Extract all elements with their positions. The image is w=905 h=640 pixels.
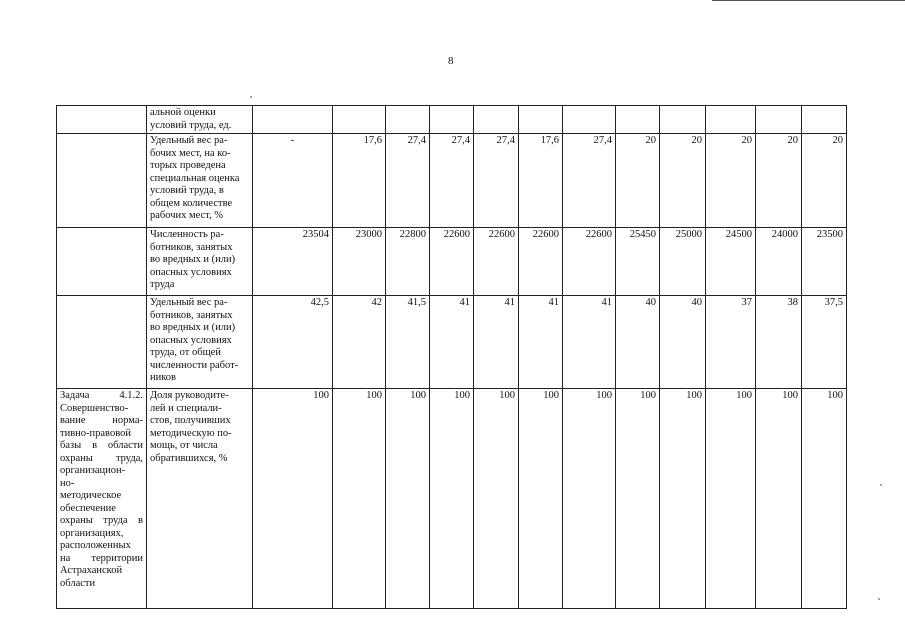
task-line: области [60, 577, 96, 589]
value-cell: 25450 [616, 228, 660, 296]
indicator-line: условий труда, ед. [150, 119, 232, 131]
value-cell: 41,5 [386, 296, 430, 389]
indicator-line: Численность ра- [150, 229, 224, 240]
value-cell: 20 [802, 134, 847, 228]
value-cell: 27,4 [430, 134, 474, 228]
task-line: но- [60, 477, 75, 489]
task-line: Задача 4.1.2. [60, 390, 143, 401]
indicator-line: ботников, занятых [150, 241, 233, 253]
value-cell: 24500 [706, 228, 756, 296]
value-cell: 25000 [660, 228, 706, 296]
indicator-line: труда, от общей [150, 347, 221, 358]
value-cell: 38 [756, 296, 802, 389]
value-cell: 42 [333, 296, 386, 389]
value-cell [756, 106, 802, 134]
value-cell: 42,5 [253, 296, 333, 389]
value-cell [253, 106, 333, 134]
value-cell: 100 [386, 389, 430, 609]
value-cell: 41 [519, 296, 563, 389]
indicator-line: Удельный вес ра- [150, 135, 228, 146]
task-line: охраны труда, [60, 452, 143, 464]
scan-speck [878, 598, 880, 600]
value-cell: 20 [616, 134, 660, 228]
scan-speck [250, 96, 252, 98]
indicator-cell [147, 228, 253, 296]
table-row [57, 106, 847, 134]
indicator-line: специальная оценка [150, 172, 240, 184]
value-cell: 41 [474, 296, 519, 389]
value-cell: 100 [333, 389, 386, 609]
indicator-line: лей и специали- [150, 402, 222, 414]
value-cell: 100 [253, 389, 333, 609]
value-cell: 23504 [253, 228, 333, 296]
value-cell: 37,5 [802, 296, 847, 389]
task-line: на территории [60, 552, 143, 564]
indicators-table [56, 105, 847, 609]
value-cell [430, 106, 474, 134]
value-cell [706, 106, 756, 134]
value-cell: 20 [756, 134, 802, 228]
task-cell [57, 296, 147, 389]
task-line: тивно-правовой [60, 427, 131, 439]
task-cell [57, 106, 147, 134]
value-cell: - [253, 134, 333, 228]
value-cell [474, 106, 519, 134]
indicator-cell [147, 106, 253, 134]
value-cell: 100 [706, 389, 756, 609]
value-cell: 100 [563, 389, 616, 609]
table-row [57, 389, 847, 609]
indicator-line: Удельный вес ра- [150, 297, 228, 308]
value-cell: 22600 [430, 228, 474, 296]
value-cell: 41 [563, 296, 616, 389]
task-cell [57, 134, 147, 228]
indicator-line: ботников, занятых [150, 309, 233, 321]
value-cell [519, 106, 563, 134]
task-line: Астраханской [60, 565, 123, 576]
value-cell: 41 [430, 296, 474, 389]
task-line: вание норма- [60, 415, 143, 426]
value-cell [563, 106, 616, 134]
value-cell: 17,6 [333, 134, 386, 228]
table-row [57, 228, 847, 296]
scan-speck [880, 484, 882, 486]
value-cell: 100 [756, 389, 802, 609]
value-cell: 22600 [519, 228, 563, 296]
indicator-line: Доля руководите- [150, 390, 229, 401]
task-line: организацион- [60, 465, 126, 476]
task-line: базы в области [60, 440, 143, 451]
value-cell [660, 106, 706, 134]
value-cell [386, 106, 430, 134]
indicator-line: стов, получивших [150, 415, 231, 426]
indicator-cell [147, 296, 253, 389]
table-row [57, 134, 847, 228]
value-cell: 20 [660, 134, 706, 228]
value-cell: 100 [802, 389, 847, 609]
task-line: охраны труда в [60, 515, 143, 526]
value-cell: 22600 [563, 228, 616, 296]
table-row [57, 296, 847, 389]
value-cell: 22600 [474, 228, 519, 296]
value-cell: 23500 [802, 228, 847, 296]
value-cell: 40 [660, 296, 706, 389]
value-cell: 40 [616, 296, 660, 389]
indicator-line: альной оценки [150, 107, 216, 118]
value-cell: 27,4 [386, 134, 430, 228]
indicator-line: условий труда, в [150, 185, 224, 196]
indicator-line: методическую по- [150, 427, 232, 439]
value-cell [802, 106, 847, 134]
value-cell: 20 [706, 134, 756, 228]
indicator-line: рабочих мест, % [150, 210, 224, 221]
value-cell: 22800 [386, 228, 430, 296]
value-cell: 27,4 [563, 134, 616, 228]
task-cell [57, 228, 147, 296]
task-cell [57, 389, 147, 609]
task-line: обеспечение [60, 502, 116, 514]
indicator-line: труда [150, 279, 175, 290]
indicator-line: общем количестве [150, 197, 233, 209]
value-cell: 100 [430, 389, 474, 609]
value-cell: 100 [660, 389, 706, 609]
indicator-line: во вредных и (или) [150, 322, 236, 333]
indicator-line: во вредных и (или) [150, 254, 236, 265]
value-cell: 100 [616, 389, 660, 609]
indicator-line: торых проведена [150, 160, 226, 171]
value-cell: 100 [519, 389, 563, 609]
task-line: методическое [60, 490, 122, 501]
indicator-line: опасных условиях [150, 334, 232, 346]
indicator-line: опасных условиях [150, 266, 232, 278]
top-rule [712, 0, 905, 1]
indicator-cell [147, 389, 253, 609]
value-cell: 100 [474, 389, 519, 609]
task-line: организациях, [60, 527, 124, 539]
value-cell [616, 106, 660, 134]
task-line: Совершенство- [60, 402, 129, 414]
indicator-line: бочих мест, на ко- [150, 147, 231, 159]
indicator-line: ников [150, 372, 177, 383]
page-number: 8 [448, 55, 454, 67]
indicator-line: мощь, от числа [150, 440, 218, 451]
indicator-line: обратившихся, % [150, 452, 228, 464]
value-cell: 17,6 [519, 134, 563, 228]
indicator-cell [147, 134, 253, 228]
value-cell: 24000 [756, 228, 802, 296]
value-cell: 27,4 [474, 134, 519, 228]
indicator-line: численности работ- [150, 359, 239, 371]
value-cell: 23000 [333, 228, 386, 296]
value-cell [333, 106, 386, 134]
task-line: расположенных [60, 540, 131, 551]
value-cell: 37 [706, 296, 756, 389]
